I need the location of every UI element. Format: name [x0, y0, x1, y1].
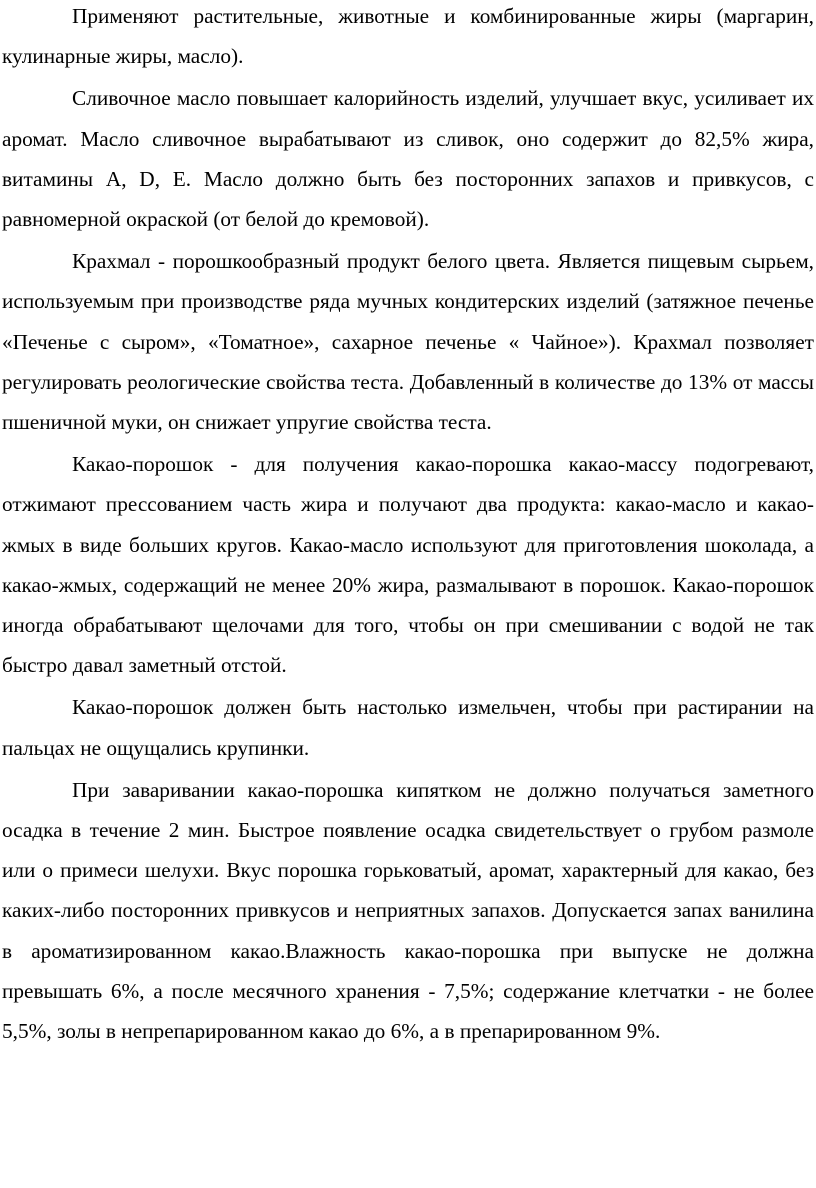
paragraph-fats: Применяют растительные, животные и комбинированные жиры (маргарин, кулинарные жиры, масло). [2, 4, 814, 69]
paragraph-cocoa-powder-grinding: Какао-порошок должен быть настолько измельчен, чтобы при растирании на пальцах не ощущались крупинки. [2, 695, 814, 760]
paragraph-cocoa-powder-production: Какао-порошок - для получения какао-порошка какао-массу подогревают, отжимают прессованием часть жира и получают два продукта: какао-масло и какао-жмых в виде больших кругов. Какао-масло используют для приготовления шоколада, а какао-жмых, содержащий не менее 20% жира, размалывают в порошок. Какао-порошок иногда обрабатывают щелочами для того, чтобы он при смешивании с водой не так быстро давал заметный отстой. [2, 452, 814, 678]
paragraph-starch: Крахмал - порошкообразный продукт белого цвета. Является пищевым сырьем, используемым при производстве ряда мучных кондитерских изделий (затяжное печенье «Печенье с сыром», «Томатное», сахарное печенье « Чайное»). Крахмал позволяет регулировать реологические свойства теста. Добавленный в количестве до 13% от массы пшеничной муки, он снижает упругие свойства теста. [2, 249, 814, 435]
paragraph-butter: Сливочное масло повышает калорийность изделий, улучшает вкус, усиливает их аромат. Масло сливочное вырабатывают из сливок, оно содержит до 82,5% жира, витамины A, D, E. Масло должно быть без посторонних запахов и привкусов, с равномерной окраской (от белой до кремовой). [2, 86, 814, 232]
paragraph-cocoa-powder-quality: При заваривании какао-порошка кипятком не должно получаться заметного осадка в течение 2 мин. Быстрое появление осадка свидетельствует о грубом размоле или о примеси шелухи. Вкус порошка горьковатый, аромат, характерный для какао, без каких-либо посторонних привкусов и неприятных запахов. Допускается запах ванилина в ароматизированном какао.Влажность какао-порошка при выпуске не должна превышать 6%, а после месячного хранения - 7,5%; содержание клетчатки - не более 5,5%, золы в непрепарированном какао до 6%, а в препарированном 9%. [2, 777, 814, 1044]
document-page [2, 0, 814, 1053]
